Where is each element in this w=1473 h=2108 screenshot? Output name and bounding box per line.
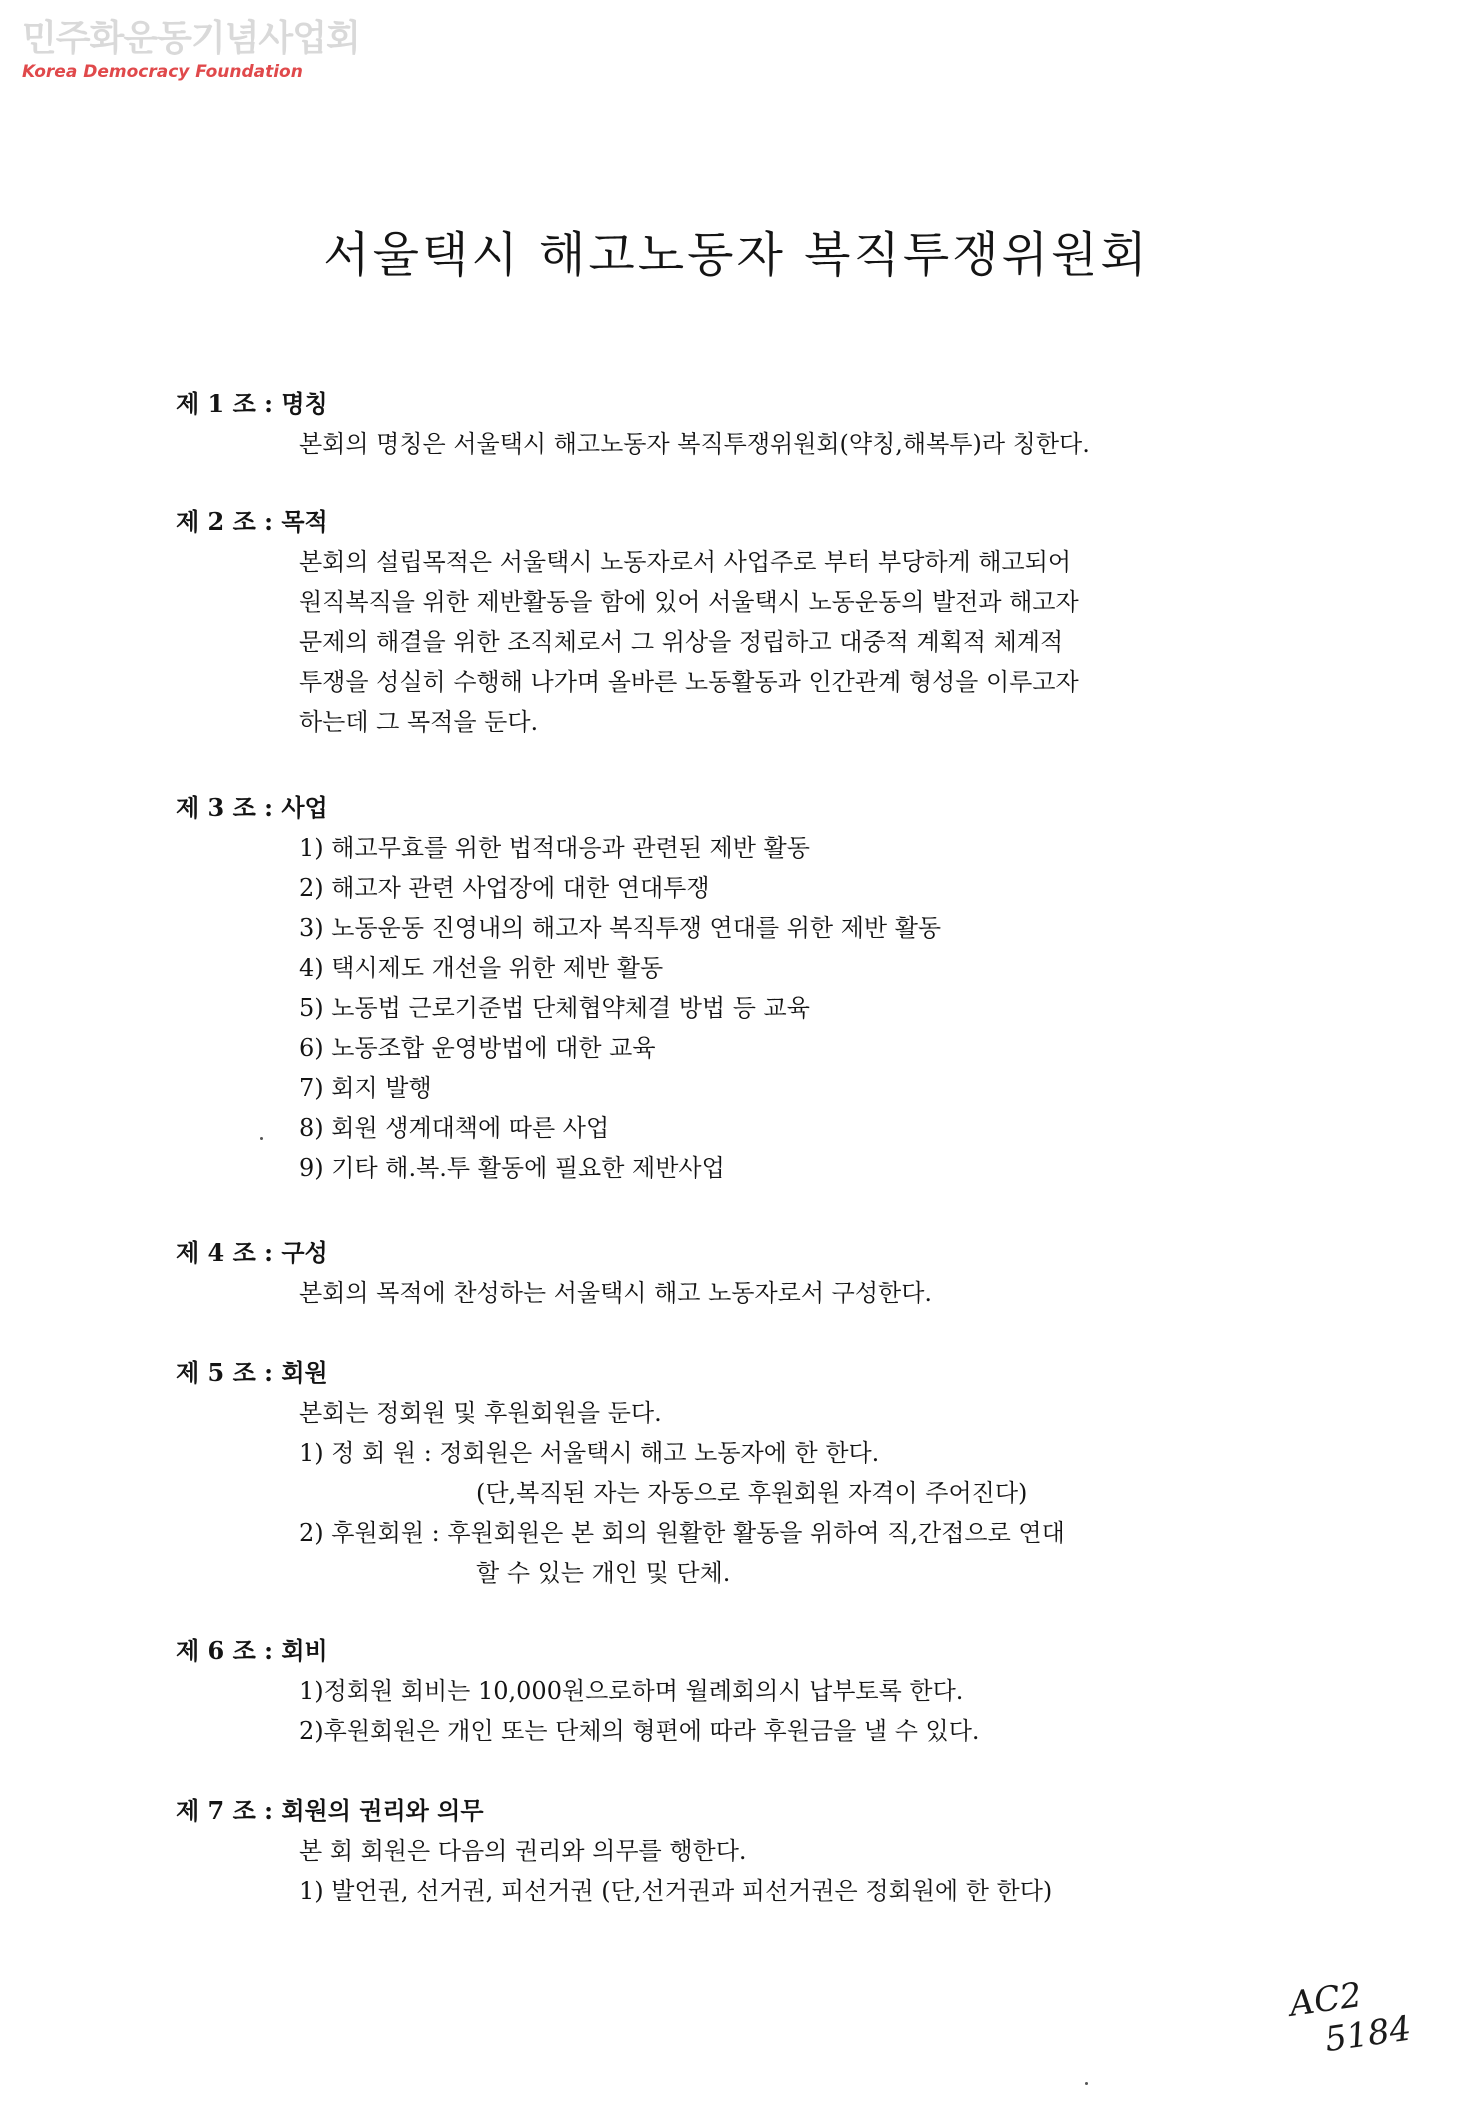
article-3 — [176, 788, 1206, 1188]
article-4 — [176, 1233, 1206, 1313]
article-line: 본회의 명칭은 서울택시 해고노동자 복직투쟁위원회(약칭,해복투)라 칭한다. — [299, 430, 1090, 458]
list-item: 6) 노동조합 운영방법에 대한 교육 — [299, 1034, 656, 1062]
article-heading: 제 3 조 : 사업 — [176, 793, 328, 822]
watermark-korean-text: 민주화운동기념사업회 — [22, 18, 360, 59]
list-item: 1) 정 회 원 : 정회원은 서울택시 해고 노동자에 한 한다. — [299, 1439, 880, 1467]
article-heading: 제 7 조 : 회원의 권리와 의무 — [176, 1796, 484, 1825]
watermark-english-text: Korea Democracy Foundation — [22, 62, 303, 82]
handwritten-archive-note — [1287, 1966, 1437, 2065]
list-item: 3) 노동운동 진영내의 해고자 복직투쟁 연대를 위한 제반 활동 — [299, 914, 942, 942]
list-item: 5) 노동법 근로기준법 단체협약체결 방법 등 교육 — [299, 994, 810, 1022]
article-line: 본 회 회원은 다음의 권리와 의무를 행한다. — [299, 1837, 747, 1865]
list-item: 2) 해고자 관련 사업장에 대한 연대투쟁 — [299, 874, 710, 902]
article-line: 하는데 그 목적을 둔다. — [299, 708, 539, 736]
list-item: 1) 해고무효를 위한 법적대응과 관련된 제반 활동 — [299, 834, 810, 862]
list-item: 2)후원회원은 개인 또는 단체의 형편에 따라 후원금을 낼 수 있다. — [299, 1717, 980, 1745]
document-title: 서울택시 해고노동자 복직투쟁위원회 — [323, 227, 1150, 283]
list-item: 7) 회지 발행 — [299, 1074, 432, 1102]
article-body — [176, 542, 1206, 742]
article-heading: 제 4 조 : 구성 — [176, 1238, 328, 1267]
list-item: 9) 기타 해.복.투 활동에 필요한 제반사업 — [299, 1154, 725, 1182]
article-heading: 제 5 조 : 회원 — [176, 1358, 328, 1387]
scan-speck — [260, 1137, 263, 1140]
article-line: 본회는 정회원 및 후원회원을 둔다. — [299, 1399, 662, 1427]
article-5 — [176, 1353, 1206, 1593]
list-item-continuation: 할 수 있는 개인 및 단체. — [476, 1559, 731, 1587]
article-line: 본회의 목적에 찬성하는 서울택시 해고 노동자로서 구성한다. — [299, 1279, 933, 1307]
article-line: 투쟁을 성실히 수행해 나가며 올바른 노동활동과 인간관계 형성을 이루고자 — [299, 668, 1079, 696]
article-body — [176, 1393, 1206, 1593]
list-item-continuation: (단,복직된 자는 자동으로 후원회원 자격이 주어진다) — [476, 1479, 1028, 1507]
article-body — [176, 1831, 1206, 1911]
article-line: 원직복직을 위한 제반활동을 함에 있어 서울택시 노동운동의 발전과 해고자 — [299, 588, 1079, 616]
article-7 — [176, 1791, 1206, 1911]
scan-speck — [1085, 2082, 1088, 2085]
list-item: 1) 발언권, 선거권, 피선거권 (단,선거권과 피선거권은 정회원에 한 한다) — [299, 1877, 1053, 1905]
article-heading: 제 6 조 : 회비 — [176, 1636, 328, 1665]
foundation-watermark — [22, 18, 360, 82]
article-line: 본회의 설립목적은 서울택시 노동자로서 사업주로 부터 부당하게 해고되어 — [299, 548, 1072, 576]
article-body — [176, 1273, 1206, 1313]
article-body — [176, 424, 1206, 464]
article-line: 문제의 해결을 위한 조직체로서 그 위상을 정립하고 대중적 계획적 체계적 — [299, 628, 1064, 656]
list-item: 2) 후원회원 : 후원회원은 본 회의 원활한 활동을 위하여 직,간접으로 연대 — [299, 1519, 1065, 1547]
article-1 — [176, 384, 1206, 464]
handwritten-note-line: 5184 — [1322, 2008, 1414, 2061]
article-body — [176, 1671, 1206, 1751]
handwritten-note-line: AC2 — [1287, 1975, 1365, 2025]
list-item: 4) 택시제도 개선을 위한 제반 활동 — [299, 954, 664, 982]
list-item: 1)정회원 회비는 10,000원으로하며 월례회의시 납부토록 한다. — [299, 1677, 964, 1705]
article-heading: 제 2 조 : 목적 — [176, 507, 328, 536]
list-item: 8) 회원 생계대책에 따른 사업 — [299, 1114, 610, 1142]
article-body — [176, 828, 1206, 1188]
article-6 — [176, 1631, 1206, 1751]
article-heading: 제 1 조 : 명칭 — [176, 389, 328, 418]
article-2 — [176, 502, 1206, 742]
